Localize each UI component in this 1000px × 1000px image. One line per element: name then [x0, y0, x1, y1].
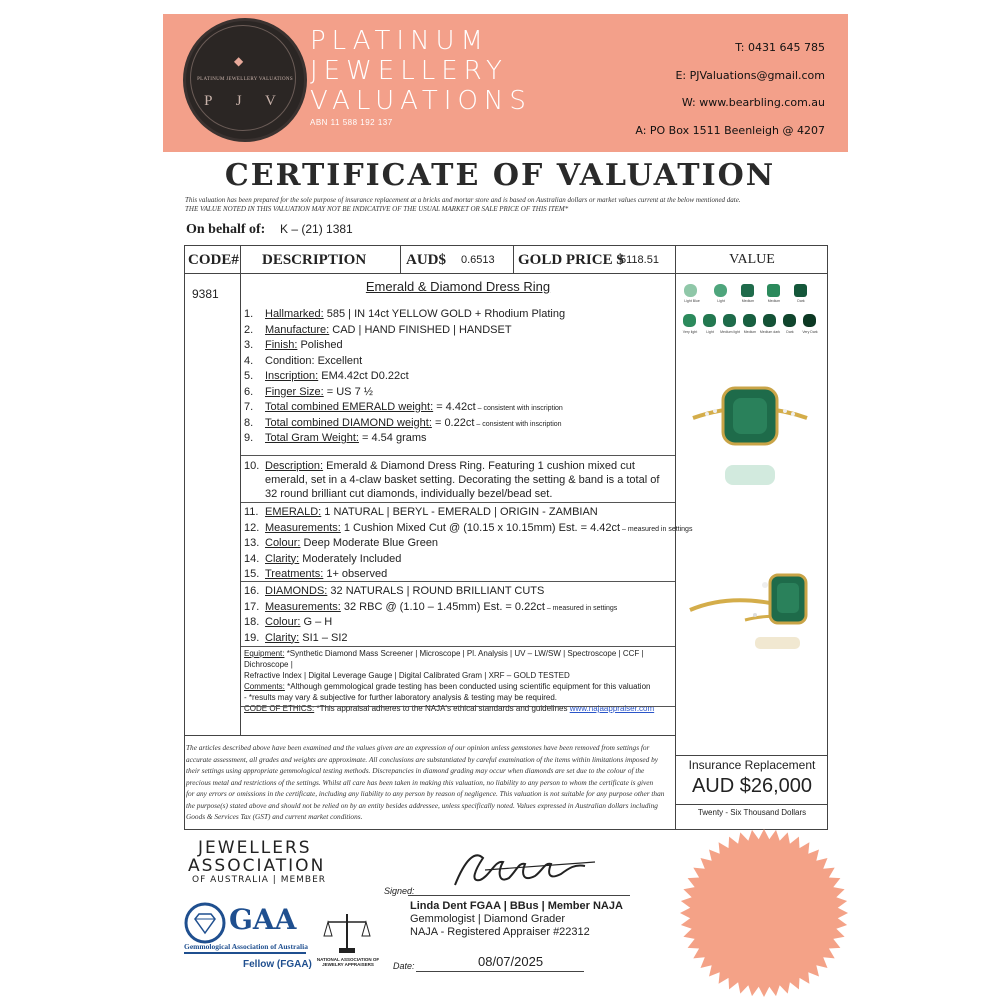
item-number: 8. — [244, 416, 254, 429]
item-number: 1. — [244, 308, 254, 320]
naja-name: NATIONAL ASSOCIATION OF JEWELRY APPRAISERS — [316, 957, 380, 967]
item-text: 1 Cushion Mixed Cut @ (10.15 x 10.15mm) Est. = 4.42ct — [340, 521, 621, 534]
item-label: Colour: — [265, 616, 301, 628]
item-row — [244, 536, 438, 550]
gold-price-header: GOLD PRICE $ — [518, 252, 624, 268]
item-number: 12. — [244, 521, 260, 534]
item-row — [244, 354, 362, 368]
gem-swatch — [794, 284, 807, 297]
item-label: Measurements: — [265, 600, 341, 613]
gem-swatch — [723, 314, 736, 327]
contact-email: E: PJValuations@gmail.com — [675, 69, 825, 82]
item-number: 4. — [244, 354, 254, 367]
item-label: Clarity: — [265, 552, 300, 565]
item-row — [244, 584, 544, 598]
items-bottom-divider — [184, 735, 675, 736]
item-row — [244, 552, 401, 566]
item-row — [244, 505, 598, 519]
item-row — [244, 631, 348, 645]
item-label: Hallmarked: — [265, 308, 324, 320]
disclaimer-line: Goods & Services Tax (GST) and current market conditions. — [186, 812, 363, 821]
gem-swatch — [763, 314, 776, 327]
item-label: Colour: — [265, 537, 301, 549]
diamond-accent — [762, 582, 768, 588]
item-description-line-2: emerald, set in a 4-claw basket setting. Decorating the setting & band is a total of — [265, 474, 660, 486]
gem-scale-label: Medium — [743, 330, 757, 334]
aud-divider — [400, 245, 401, 273]
equipment-label: Equipment: — [244, 649, 285, 658]
handwritten-signature — [445, 840, 605, 900]
contact-phone: T: 0431 645 785 — [735, 41, 825, 54]
gem-swatch — [741, 284, 754, 297]
ring-photo-front — [685, 380, 815, 500]
contact-web: W: www.bearbling.com.au — [681, 96, 825, 109]
emerald-facet — [777, 583, 799, 613]
item-text: 32 NATURALS | ROUND BRILLIANT CUTS — [327, 585, 545, 597]
item-text: Polished — [297, 339, 343, 351]
item-number: 15. — [244, 568, 260, 580]
abn-number: ABN 11 588 192 137 — [310, 118, 393, 127]
aud-rate: 0.6513 — [461, 254, 495, 266]
gold-price-value: 5118.51 — [620, 254, 659, 266]
item-label: Manufacture: — [265, 323, 330, 336]
ja-line-3: OF AUSTRALIA | MEMBER — [192, 875, 327, 885]
aud-header: AUD$ — [406, 252, 446, 268]
gem-scale-label: Dark — [797, 299, 805, 303]
ja-line-1: JEWELLERS — [198, 838, 312, 858]
code-number: 9381 — [192, 287, 219, 301]
item-number: 18. — [244, 616, 260, 628]
item-row — [244, 567, 387, 581]
section-divider — [241, 455, 675, 456]
behalf-value: K – (21) 1381 — [280, 222, 353, 236]
gem-swatch — [703, 314, 716, 327]
gem-swatch — [783, 314, 796, 327]
item-label: EMERALD: — [265, 506, 322, 518]
section-divider — [241, 581, 675, 582]
item-text: SI1 – SI2 — [299, 631, 348, 644]
item-label: DIAMONDS: — [265, 585, 328, 597]
gem-scale-label: Medium — [767, 299, 781, 303]
item-row — [244, 431, 427, 445]
item-text: G – H — [300, 616, 333, 628]
description-header: DESCRIPTION — [262, 252, 367, 268]
disclaimer-line: precious metal and restrictions of the settings. Whilst all care has been taken in making this valuation, no liability to any person to whom the certificate is given — [186, 777, 654, 787]
item-row — [244, 416, 562, 432]
item-label: Measurements: — [265, 521, 341, 534]
emerald-colour-scale — [678, 278, 824, 348]
item-text: Condition: Excellent — [265, 354, 363, 367]
item-text: 1+ observed — [323, 568, 388, 580]
certificate-title: CERTIFICATE OF VALUATION — [224, 158, 776, 193]
item-text: = 4.42ct — [433, 401, 476, 413]
item-row — [244, 338, 343, 352]
logo-initials: P J V — [204, 93, 286, 109]
equipment-block — [244, 648, 672, 714]
item-description: 10. Description: Emerald & Diamond Dress Ring. Featuring 1 cushion mixed cut — [244, 460, 635, 472]
company-logo — [183, 18, 307, 142]
gem-scale-label: Very Dark — [802, 330, 818, 334]
gaa-abbr: GAA — [229, 903, 297, 936]
behalf-label: On behalf of: — [186, 222, 266, 237]
item-description-line-3: 32 round brilliant cut diamonds, individually bezel/bead set. — [265, 488, 553, 500]
emerald-reflection — [725, 465, 775, 485]
item-number: 16. — [244, 585, 260, 597]
item-text: = 4.54 grams — [358, 432, 427, 444]
brand-line-1: PLATINUM — [310, 26, 489, 56]
item-note: – measured in settings — [544, 604, 618, 612]
naja-link[interactable]: www.najaappraiser.com — [569, 704, 655, 713]
item-label: Finish: — [265, 339, 298, 351]
section-divider — [241, 646, 675, 647]
logo-arc-text: PLATINUM JEWELLERY VALUATIONS — [197, 77, 293, 82]
code-column-divider — [240, 245, 241, 735]
date-value: 08/07/2025 — [478, 954, 544, 969]
official-seal — [677, 826, 851, 1000]
signature-line — [408, 895, 630, 896]
table-header-divider — [184, 273, 828, 274]
disclaimer-line: accurate assessment, all grades and weights are approximate. All conclusions are substantiated by careful examination of the items within limitations imposed by — [186, 754, 659, 764]
gem-swatch — [683, 314, 696, 327]
item-number: 17. — [244, 600, 260, 613]
gem-swatch — [743, 314, 756, 327]
value-header: VALUE — [729, 252, 775, 267]
diamond-icon: ◆ — [234, 54, 244, 68]
disclaimer-line: their settings using appropriate gemmological testing methods. Discrepancies in diamond grading may occur when diamonds are set due to the colour of the — [186, 766, 645, 775]
ethics-label: CODE OF ETHICS: — [244, 704, 315, 713]
item-text: = 0.22ct — [431, 416, 475, 429]
gem-scale-label: Medium light — [720, 330, 740, 334]
ethics-text: *This appraisal adheres to the NAJA's ethical standards and guidelines — [314, 704, 570, 713]
item-number: 5. — [244, 370, 254, 382]
diamond-accent — [783, 409, 787, 413]
item-number: 7. — [244, 401, 254, 413]
intro-line-1: This valuation has been prepared for the sole purpose of insurance replacement at a bricks and mortar store and is based on Australian dollars or market values current at the below mentioned date. — [185, 196, 741, 204]
item-label: Inscription: — [265, 370, 319, 382]
brand-line-2: JEWELLERY — [310, 56, 508, 86]
gem-scale-label: Light — [717, 299, 725, 303]
insurance-words: Twenty - Six Thousand Dollars — [697, 808, 807, 817]
gem-scale-label: Very light — [682, 330, 698, 334]
diamond-accent — [705, 412, 709, 416]
item-label: Total Gram Weight: — [265, 432, 359, 444]
item-number: 2. — [244, 323, 254, 336]
item-row — [244, 521, 692, 537]
item-title: Emerald & Diamond Dress Ring — [365, 279, 551, 294]
gem-scale-label: Medium — [741, 299, 755, 303]
item-row — [244, 307, 565, 321]
item-text: EM4.42ct D0.22ct — [318, 370, 409, 382]
diamond-accent — [713, 409, 717, 413]
date-label: Date: — [393, 961, 415, 971]
item-text: 32 RBC @ (1.10 – 1.45mm) Est. = 0.22ct — [340, 600, 545, 613]
item-text: = US 7 ½ — [323, 385, 373, 398]
code-header: CODE# — [188, 252, 239, 268]
item-label: Description: — [265, 460, 324, 472]
gem-swatch — [803, 314, 816, 327]
item-number: 11. — [244, 506, 259, 518]
comments-text-2: - *results may vary & subjective for further laboratory analysis & testing may be required. — [244, 693, 558, 702]
disclaimer-line: the purpose(s) stated above and should not be relied on by an entity besides addressee, unless specifically noted. Values expressed in Australian dollars including — [186, 800, 658, 810]
gaa-full: Gemmological Association of Australia — [184, 942, 308, 951]
gaa-fellow: Fellow (FGAA) — [243, 959, 312, 970]
insurance-divider — [675, 755, 828, 756]
brand-line-3: VALUATIONS — [310, 86, 532, 116]
comments-text: *Although gemmological grade testing has been conducted using scientific equipment for this valuation — [284, 682, 651, 691]
item-row — [244, 369, 409, 383]
item-note: – consistent with inscription — [475, 405, 563, 412]
equipment-text: *Synthetic Diamond Mass Screener | Microscope | Pl. Analysis | UV – LW/SW | Spectroscope | CCF | Dichroscope | — [244, 649, 644, 669]
item-text: 585 | IN 14ct YELLOW GOLD + Rhodium Plating — [323, 308, 566, 320]
item-text: Emerald & Diamond Dress Ring. Featuring 1 cushion mixed cut — [323, 460, 635, 472]
gem-swatch — [714, 284, 727, 297]
ring-reflection — [755, 637, 800, 649]
item-row — [244, 615, 332, 629]
contact-address: A: PO Box 1511 Beenleigh @ 4207 — [635, 124, 825, 137]
gaa-divider — [184, 952, 306, 954]
signed-label: Signed: — [384, 886, 415, 896]
signer-name: Linda Dent FGAA | BBus | Member NAJA — [410, 900, 623, 912]
item-row — [244, 400, 563, 416]
item-label: Treatments: — [265, 568, 324, 580]
signer-naja: NAJA - Registered Appraiser #22312 — [410, 926, 590, 938]
item-text: Deep Moderate Blue Green — [300, 537, 439, 549]
gold-divider — [513, 245, 514, 273]
equipment-text-2: Refractive Index | Digital Leverage Gauge | Digital Calibrated Gram | XRF – GOLD TESTED — [244, 671, 570, 680]
gem-scale-label: Dark — [786, 330, 794, 334]
item-number: 6. — [244, 385, 254, 398]
item-number: 9. — [244, 432, 254, 444]
date-line — [416, 971, 584, 972]
item-label: Total combined EMERALD weight: — [265, 401, 434, 413]
signer-role: Gemmologist | Diamond Grader — [410, 913, 566, 925]
disclaimer-line: for any errors or omissions in the certificate, including any liability to any person by reason of negligence. This valuation is not suitable for any purpose other than — [186, 789, 665, 798]
item-text: Moderately Included — [299, 552, 402, 565]
value-column-divider — [675, 245, 676, 830]
comments-label: Comments: — [244, 682, 285, 691]
emerald-facet — [733, 398, 767, 434]
item-text: 1 NATURAL | BERYL - EMERALD | ORIGIN - ZAMBIAN — [321, 506, 598, 518]
gaa-diamond-icon — [184, 902, 226, 944]
item-number: 13. — [244, 537, 260, 549]
diamond-accent — [753, 613, 757, 617]
disclaimer-text — [186, 742, 674, 823]
item-number: 3. — [244, 339, 254, 351]
item-label: Clarity: — [265, 631, 300, 644]
gem-scale-label: Medium dark — [759, 330, 781, 334]
intro-line-2: THE VALUE NOTED IN THIS VALUATION MAY NOT BE INDICATIVE OF THE USUAL MARKET OR SALE PRICE OF THIS ITEM* — [185, 205, 569, 213]
item-note: – consistent with inscription — [474, 420, 562, 428]
amount-divider — [676, 804, 828, 805]
naja-scales-icon — [320, 910, 374, 956]
gem-scale-label: Light — [706, 330, 714, 334]
item-row — [244, 385, 373, 399]
item-number: 14. — [244, 552, 260, 565]
section-divider — [241, 502, 675, 503]
diamond-accent — [791, 412, 795, 416]
item-note: – measured in settings — [620, 525, 693, 533]
item-number: 19. — [244, 631, 260, 644]
item-label: Finger Size: — [265, 385, 324, 398]
ring-photo-side — [685, 565, 815, 660]
item-text: CAD | HAND FINISHED | HANDSET — [329, 323, 512, 336]
insurance-label: Insurance Replacement — [688, 758, 816, 772]
item-row — [244, 323, 512, 337]
section-divider — [241, 706, 675, 707]
item-row — [244, 600, 617, 616]
insurance-amount: AUD $26,000 — [691, 775, 813, 797]
ja-line-2: ASSOCIATION — [188, 856, 326, 876]
gem-swatch — [767, 284, 780, 297]
item-label: Total combined DIAMOND weight: — [265, 416, 432, 429]
gem-swatch — [684, 284, 697, 297]
intro-text — [185, 196, 835, 214]
ring-band — [690, 600, 770, 610]
disclaimer-line: The articles described above have been examined and the values given are an expression of our opinion unless gemstones have been removed from settings for — [186, 743, 650, 752]
gem-scale-label: Light Blue — [684, 299, 700, 303]
